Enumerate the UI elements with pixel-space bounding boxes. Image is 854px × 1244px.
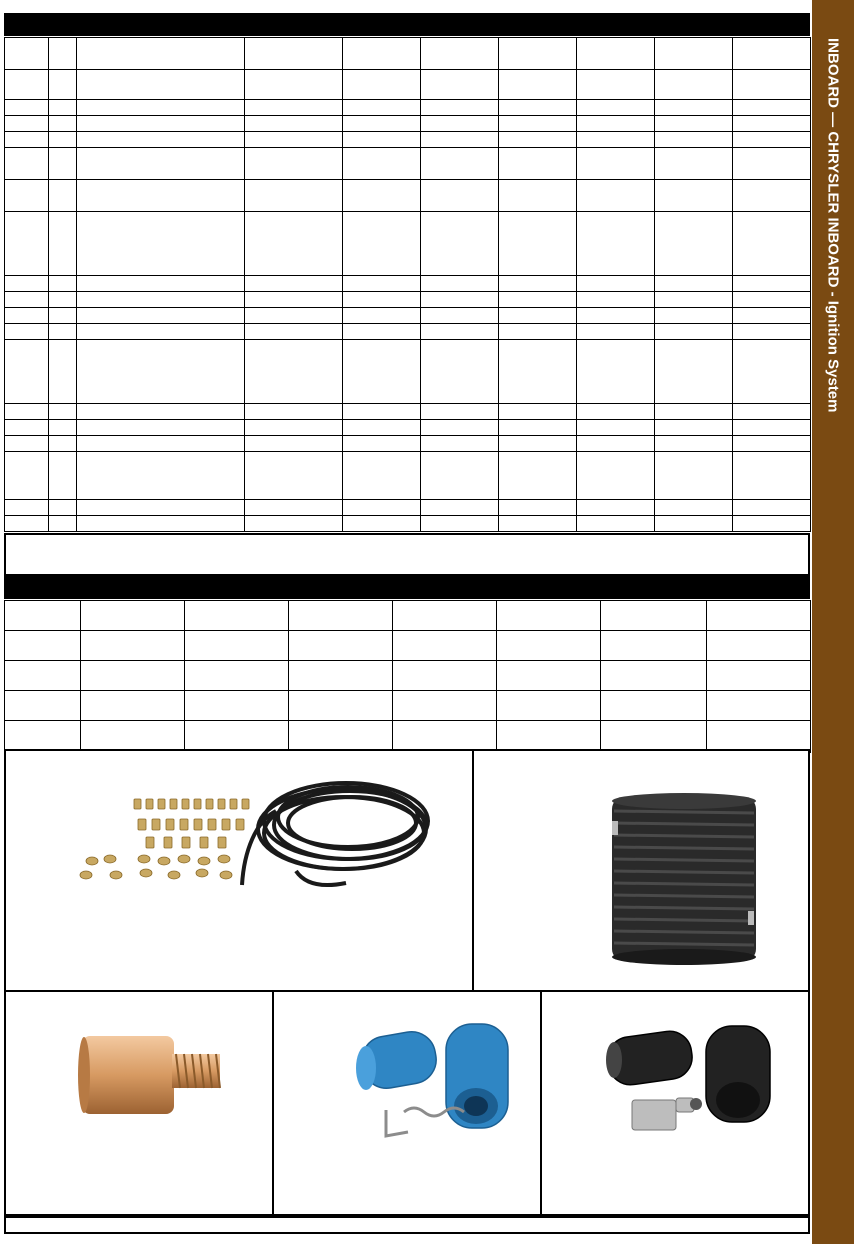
table-cell bbox=[343, 324, 421, 340]
table-cell bbox=[289, 601, 393, 631]
table-row bbox=[5, 38, 811, 70]
table-cell bbox=[81, 661, 185, 691]
table-cell bbox=[393, 721, 497, 753]
table-cell bbox=[49, 340, 77, 404]
table-cell bbox=[421, 212, 499, 276]
table-cell bbox=[245, 132, 343, 148]
table-cell bbox=[5, 308, 49, 324]
table-cell bbox=[185, 661, 289, 691]
table-cell bbox=[733, 516, 811, 532]
table-cell bbox=[499, 340, 577, 404]
table-cell bbox=[733, 404, 811, 420]
table-cell bbox=[393, 631, 497, 661]
table-cell bbox=[421, 292, 499, 308]
table-row bbox=[5, 420, 811, 436]
table-row bbox=[5, 452, 811, 500]
table-cell bbox=[5, 212, 49, 276]
table-cell bbox=[733, 116, 811, 132]
table-cell bbox=[421, 340, 499, 404]
table-row bbox=[5, 631, 811, 661]
table-cell bbox=[577, 436, 655, 452]
table-cell bbox=[245, 100, 343, 116]
bottom-footnote-box bbox=[4, 1216, 810, 1234]
section-side-tab-label: INBOARD — CHRYSLER INBOARD - Ignition System bbox=[824, 38, 842, 413]
table-cell bbox=[343, 70, 421, 100]
table-cell bbox=[289, 721, 393, 753]
table-cell bbox=[5, 721, 81, 753]
table-cell bbox=[655, 452, 733, 500]
table-cell bbox=[577, 516, 655, 532]
table-cell bbox=[245, 436, 343, 452]
table-row bbox=[5, 292, 811, 308]
table-cell bbox=[733, 148, 811, 180]
table-cell bbox=[655, 180, 733, 212]
table-cell bbox=[499, 404, 577, 420]
table-cell bbox=[49, 100, 77, 116]
table1-footnote-box bbox=[4, 533, 810, 576]
product-panel-blue-boot bbox=[272, 990, 542, 1216]
table-cell bbox=[185, 631, 289, 661]
table-cell bbox=[655, 516, 733, 532]
table-cell bbox=[499, 420, 577, 436]
table-cell bbox=[707, 661, 811, 691]
table-cell bbox=[77, 516, 245, 532]
table-cell bbox=[421, 180, 499, 212]
table-cell bbox=[499, 100, 577, 116]
table-cell bbox=[5, 148, 49, 180]
table-cell bbox=[343, 38, 421, 70]
table-cell bbox=[5, 436, 49, 452]
table-cell bbox=[707, 691, 811, 721]
table-row bbox=[5, 721, 811, 753]
table-cell bbox=[5, 516, 49, 532]
table-cell bbox=[421, 324, 499, 340]
table-cell bbox=[577, 116, 655, 132]
table-cell bbox=[81, 721, 185, 753]
table-cell bbox=[499, 308, 577, 324]
brass-adapter-image bbox=[6, 992, 272, 1214]
table-cell bbox=[49, 212, 77, 276]
table-row bbox=[5, 601, 811, 631]
table-cell bbox=[577, 340, 655, 404]
table-cell bbox=[733, 324, 811, 340]
table-cell bbox=[733, 500, 811, 516]
table-cell bbox=[5, 38, 49, 70]
table-cell bbox=[77, 340, 245, 404]
table2-header-bar bbox=[4, 576, 810, 599]
table-cell bbox=[421, 452, 499, 500]
table-cell bbox=[655, 436, 733, 452]
table-cell bbox=[577, 324, 655, 340]
table-cell bbox=[655, 420, 733, 436]
table-row bbox=[5, 212, 811, 276]
table-cell bbox=[733, 100, 811, 116]
table-cell bbox=[5, 404, 49, 420]
table-cell bbox=[421, 420, 499, 436]
table-cell bbox=[421, 148, 499, 180]
wire-spec-table bbox=[4, 600, 811, 753]
parts-table bbox=[4, 37, 811, 532]
table-cell bbox=[5, 276, 49, 292]
table-cell bbox=[289, 631, 393, 661]
table-cell bbox=[343, 420, 421, 436]
table-cell bbox=[577, 38, 655, 70]
table-cell bbox=[81, 691, 185, 721]
product-panel-wire-set bbox=[4, 749, 474, 992]
table-cell bbox=[655, 276, 733, 292]
table-cell bbox=[343, 148, 421, 180]
table-cell bbox=[655, 340, 733, 404]
table-cell bbox=[49, 70, 77, 100]
table-cell bbox=[343, 132, 421, 148]
table-cell bbox=[499, 276, 577, 292]
table-cell bbox=[733, 180, 811, 212]
table-cell bbox=[601, 631, 707, 661]
table-cell bbox=[497, 601, 601, 631]
table-cell bbox=[577, 70, 655, 100]
table-cell bbox=[499, 212, 577, 276]
table-cell bbox=[49, 116, 77, 132]
table-cell bbox=[77, 276, 245, 292]
table-cell bbox=[733, 276, 811, 292]
table-cell bbox=[5, 324, 49, 340]
table-cell bbox=[77, 436, 245, 452]
table-cell bbox=[5, 601, 81, 631]
table-cell bbox=[393, 661, 497, 691]
table-cell bbox=[577, 148, 655, 180]
table-cell bbox=[499, 436, 577, 452]
table-cell bbox=[81, 601, 185, 631]
table-cell bbox=[655, 500, 733, 516]
table-cell bbox=[343, 212, 421, 276]
table-cell bbox=[77, 404, 245, 420]
table-row bbox=[5, 324, 811, 340]
wire-spool-image bbox=[474, 751, 808, 990]
table-cell bbox=[5, 292, 49, 308]
wire-set-image bbox=[6, 751, 472, 990]
table-cell bbox=[421, 436, 499, 452]
table-cell bbox=[77, 292, 245, 308]
table-cell bbox=[343, 340, 421, 404]
table-cell bbox=[245, 38, 343, 70]
table-row bbox=[5, 436, 811, 452]
table-cell bbox=[393, 601, 497, 631]
table-row bbox=[5, 148, 811, 180]
table-cell bbox=[499, 148, 577, 180]
table-cell bbox=[49, 180, 77, 212]
table-cell bbox=[421, 100, 499, 116]
black-boot-image bbox=[542, 992, 808, 1214]
table-cell bbox=[497, 631, 601, 661]
table-cell bbox=[421, 132, 499, 148]
table-cell bbox=[655, 116, 733, 132]
table-cell bbox=[245, 404, 343, 420]
table-cell bbox=[49, 420, 77, 436]
table-cell bbox=[343, 276, 421, 292]
table-cell bbox=[499, 38, 577, 70]
table-cell bbox=[577, 180, 655, 212]
table-cell bbox=[733, 436, 811, 452]
table-cell bbox=[499, 516, 577, 532]
table-cell bbox=[421, 500, 499, 516]
table-cell bbox=[343, 308, 421, 324]
table-cell bbox=[655, 70, 733, 100]
table-cell bbox=[733, 452, 811, 500]
table-row bbox=[5, 691, 811, 721]
table-cell bbox=[77, 212, 245, 276]
table-row bbox=[5, 661, 811, 691]
table-row bbox=[5, 516, 811, 532]
table-cell bbox=[77, 452, 245, 500]
table-row bbox=[5, 308, 811, 324]
table1-header-bar bbox=[4, 13, 810, 36]
table-cell bbox=[499, 132, 577, 148]
table-cell bbox=[707, 601, 811, 631]
table-cell bbox=[81, 631, 185, 661]
table-cell bbox=[77, 420, 245, 436]
table-cell bbox=[707, 631, 811, 661]
table-cell bbox=[289, 691, 393, 721]
table-cell bbox=[185, 721, 289, 753]
table-cell bbox=[421, 116, 499, 132]
table-cell bbox=[655, 324, 733, 340]
table-cell bbox=[77, 38, 245, 70]
table-cell bbox=[245, 452, 343, 500]
table-cell bbox=[5, 420, 49, 436]
table-cell bbox=[577, 276, 655, 292]
table-cell bbox=[343, 100, 421, 116]
table-cell bbox=[77, 180, 245, 212]
table-cell bbox=[577, 132, 655, 148]
table-cell bbox=[499, 116, 577, 132]
table-cell bbox=[497, 661, 601, 691]
table-cell bbox=[499, 70, 577, 100]
table-cell bbox=[5, 631, 81, 661]
table-cell bbox=[421, 516, 499, 532]
table-cell bbox=[733, 420, 811, 436]
table-cell bbox=[343, 436, 421, 452]
table-row bbox=[5, 70, 811, 100]
table-cell bbox=[49, 404, 77, 420]
table-cell bbox=[245, 308, 343, 324]
table-cell bbox=[393, 691, 497, 721]
table-cell bbox=[577, 452, 655, 500]
table-cell bbox=[421, 70, 499, 100]
table-cell bbox=[707, 721, 811, 753]
table-cell bbox=[77, 308, 245, 324]
table-row bbox=[5, 100, 811, 116]
table-cell bbox=[77, 70, 245, 100]
table-cell bbox=[77, 148, 245, 180]
table-cell bbox=[245, 116, 343, 132]
table-cell bbox=[655, 212, 733, 276]
table-cell bbox=[245, 500, 343, 516]
table-cell bbox=[733, 340, 811, 404]
table-cell bbox=[49, 452, 77, 500]
table-cell bbox=[77, 116, 245, 132]
blue-boot-image bbox=[274, 992, 540, 1214]
table-cell bbox=[499, 452, 577, 500]
table-cell bbox=[655, 148, 733, 180]
table-cell bbox=[421, 308, 499, 324]
table-cell bbox=[601, 691, 707, 721]
table-cell bbox=[499, 180, 577, 212]
table-cell bbox=[497, 721, 601, 753]
table-cell bbox=[245, 324, 343, 340]
table-cell bbox=[49, 38, 77, 70]
table-cell bbox=[245, 516, 343, 532]
table-cell bbox=[49, 148, 77, 180]
table-cell bbox=[577, 212, 655, 276]
table-cell bbox=[49, 500, 77, 516]
table-cell bbox=[343, 404, 421, 420]
table-cell bbox=[185, 691, 289, 721]
table-cell bbox=[49, 324, 77, 340]
product-panel-black-boot bbox=[540, 990, 810, 1216]
table-cell bbox=[49, 292, 77, 308]
table-cell bbox=[497, 691, 601, 721]
table-cell bbox=[5, 132, 49, 148]
table-row bbox=[5, 340, 811, 404]
table-cell bbox=[733, 132, 811, 148]
table-cell bbox=[245, 340, 343, 404]
table-cell bbox=[77, 324, 245, 340]
table-cell bbox=[601, 601, 707, 631]
table-cell bbox=[343, 516, 421, 532]
table-cell bbox=[49, 276, 77, 292]
table-cell bbox=[245, 420, 343, 436]
table-cell bbox=[733, 38, 811, 70]
table-cell bbox=[577, 100, 655, 116]
table-cell bbox=[733, 292, 811, 308]
table-row bbox=[5, 180, 811, 212]
table-cell bbox=[733, 308, 811, 324]
table-cell bbox=[77, 100, 245, 116]
table-cell bbox=[733, 212, 811, 276]
table-cell bbox=[655, 132, 733, 148]
table-cell bbox=[577, 420, 655, 436]
table-cell bbox=[499, 292, 577, 308]
table-cell bbox=[601, 661, 707, 691]
table-cell bbox=[49, 516, 77, 532]
table-cell bbox=[421, 38, 499, 70]
table-cell bbox=[245, 212, 343, 276]
table-cell bbox=[5, 70, 49, 100]
table-cell bbox=[5, 691, 81, 721]
table-cell bbox=[655, 404, 733, 420]
product-panel-wire-spool bbox=[472, 749, 810, 992]
table-cell bbox=[577, 404, 655, 420]
table-cell bbox=[5, 100, 49, 116]
table-cell bbox=[245, 276, 343, 292]
table-cell bbox=[185, 601, 289, 631]
table-cell bbox=[655, 292, 733, 308]
table-cell bbox=[245, 180, 343, 212]
table-cell bbox=[343, 292, 421, 308]
table-cell bbox=[733, 70, 811, 100]
table-cell bbox=[343, 180, 421, 212]
table-cell bbox=[421, 404, 499, 420]
table-cell bbox=[343, 452, 421, 500]
table-cell bbox=[5, 500, 49, 516]
table-cell bbox=[77, 500, 245, 516]
table-cell bbox=[5, 661, 81, 691]
table-cell bbox=[77, 132, 245, 148]
table-cell bbox=[289, 661, 393, 691]
table-row bbox=[5, 132, 811, 148]
table-cell bbox=[5, 180, 49, 212]
table-cell bbox=[655, 308, 733, 324]
table-cell bbox=[5, 452, 49, 500]
table-row bbox=[5, 404, 811, 420]
table-cell bbox=[577, 292, 655, 308]
table-cell bbox=[499, 500, 577, 516]
table-cell bbox=[577, 500, 655, 516]
product-panel-brass-adapter bbox=[4, 990, 274, 1216]
table-cell bbox=[5, 340, 49, 404]
table-cell bbox=[343, 500, 421, 516]
table-cell bbox=[577, 308, 655, 324]
table-cell bbox=[245, 70, 343, 100]
table-cell bbox=[245, 148, 343, 180]
table-cell bbox=[655, 38, 733, 70]
table-cell bbox=[49, 132, 77, 148]
table-cell bbox=[5, 116, 49, 132]
table-cell bbox=[655, 100, 733, 116]
table-cell bbox=[245, 292, 343, 308]
table-cell bbox=[343, 116, 421, 132]
table-cell bbox=[601, 721, 707, 753]
table-row bbox=[5, 500, 811, 516]
table-row bbox=[5, 276, 811, 292]
table-cell bbox=[499, 324, 577, 340]
table-cell bbox=[49, 308, 77, 324]
table-cell bbox=[421, 276, 499, 292]
table-row bbox=[5, 116, 811, 132]
table-cell bbox=[49, 436, 77, 452]
